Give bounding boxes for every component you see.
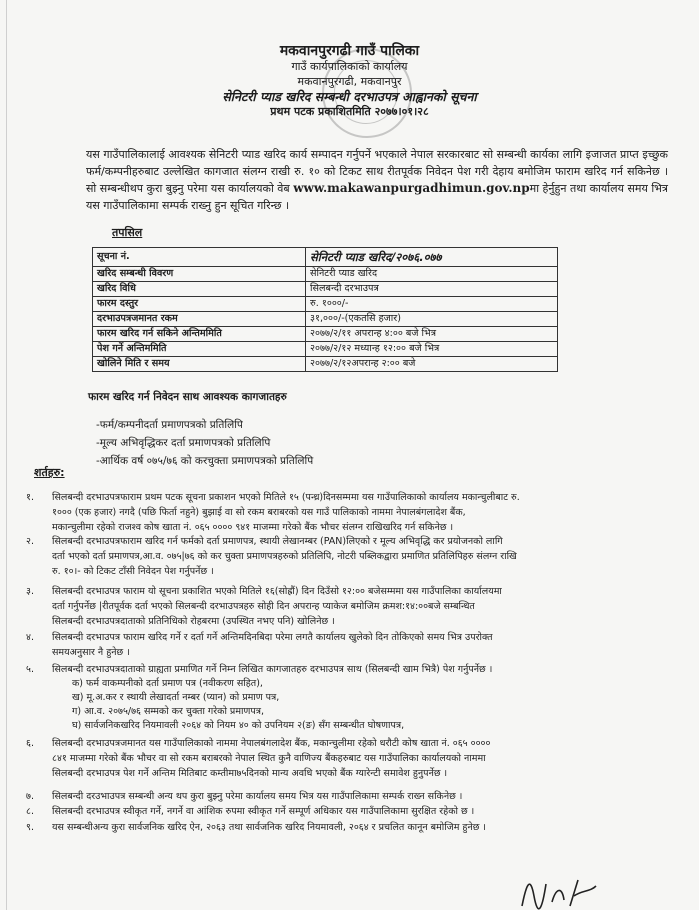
term-line: सिलबन्दी दरभाउपत्र पेश गर्ने अन्तिम मितिबाट कम्तीमा७५दिनको मान्य अवधि भएको बैंक ग्यारेन्टी समावेश हुनुपर्नेछ । [52,768,448,779]
term-number: ३. [26,586,34,597]
term-sub-item: ख) मू.अ.कर र स्थायी लेखादर्ता नम्बर (प्यान) को प्रमाण पत्र, [72,692,280,703]
term-line: सिलबन्दी दरभाउपत्रदाताको प्रतिनिधिको रोहबरमा (उपस्थित नभए पनि) खोलिनेछ । [52,616,335,627]
term-sub-list [26,677,670,733]
scan-edge-line [6,0,7,910]
term-text [52,820,670,835]
intro-paragraph [86,146,668,214]
required-doc-item: -आर्थिक वर्ष ०७५/७६ को करचुक्ता प्रमाणपत्रको प्रतिलिपि [96,455,314,467]
intro-text-after: मा हेर्नुहुन तथा कार्यालय समय भित्र यस गाउँपालिकामा सम्पर्क राख्नु हुन सूचित गरिन्छ । [86,182,668,212]
details-key: फारम दस्तुर [93,297,306,312]
notice-title: सेनिटरी प्याड खरिद सम्बन्धी दरभाउपत्र आह्वानको सूचना [222,89,477,104]
details-row [93,327,558,342]
term-line: रु. १०।- को टिकट टाँसी निवेदन पेश गर्नुपर्नेछ । [52,566,214,577]
details-row [93,248,558,267]
details-value: २०७७/२/१२अपरान्ह २:०० बजे [306,357,558,372]
term-item [26,584,670,629]
term-line: दर्ता भएको दर्ता प्रमाणपत्र,आ.व. ०७५|७६ को कर चुक्ता प्रमाणपत्रहरुको प्रतिलिपि, नोटरी पब्लिकद्वारा प्रमाणित प्रतिलिपिहरु संलग्न राखि [52,551,517,562]
notice-header [0,44,699,119]
term-line: सिलबन्दी दरभाउपत्रफाराम प्रथम पटक सूचना प्रकाशन भएको मितिले १५ (पन्ध्र)दिनसम्ममा यस गाउँपालिकाको कार्यालय मकान्चुलीबाट रु. [52,492,520,503]
details-value: ३१,०००/-(एकतसि हजार) [306,312,558,327]
details-row [93,267,558,282]
term-number: ४. [26,632,34,643]
term-sub-item: ग) आ.व. २०७५/७६ सम्मको कर चुक्ता गरेको प्रमाणपत्र, [72,706,265,717]
municipality-name: मकवानपुरगढी गाउँ पालिका [279,43,420,59]
details-value: २०७७/२/१२ मध्यान्ह १२:०० बजे भित्र [306,342,558,357]
required-docs-heading: फारम खरिद गर्न निवेदन साथ आवश्यक कागजातहरु [88,391,287,403]
term-text [52,534,670,579]
term-sub-item: क) फर्म वाकम्पनीको दर्ता प्रमाण पत्र (नवीकरण सहित), [72,678,263,689]
details-value: सेनिटरी प्याड खरिद/२०७६.०७७ [306,248,558,267]
term-sub-item: घ) सार्वजनिकखरिद नियमावली २०६४ को नियम ४० को उपनियम २(ङ) सँग सम्बन्धीत घोषणापत्र, [72,720,405,731]
term-number: ६. [26,738,34,749]
term-text [52,630,670,660]
details-row [93,312,558,327]
term-line: सिलबन्दी दरभाउपत्र फाराम यो सूचना प्रकाशित भएको मितिले १६(सोह्रौं) दिन दिउँसो १२:०० बजेसम्ममा यस गाउँपालिका कार्यालयमा [52,586,502,597]
schedule-label: तपसिल [112,226,143,239]
term-number: ५. [26,664,34,675]
term-text [52,804,670,819]
term-line: ८४१ माजम्मा गरेको बैंक भौचर वा सो रकम बराबरको नेपाल स्थित कुनै वाणिज्य बैंकहरुबाट यस गाउँपालिका कार्यालयको नाममा [52,753,486,764]
details-value: सिलबन्दी दरभाउपत्र [306,282,558,297]
term-text [52,789,670,804]
term-number: ७. [26,791,34,802]
details-value: सेनिटरी प्याड खरिद [306,267,558,282]
details-row [93,357,558,372]
details-value: रु. १०००/- [306,297,558,312]
term-text [52,490,670,535]
term-number: ८. [26,806,34,817]
office-address: मकवानपुरगढी, मकवानपुर [297,75,402,88]
term-line: सिलबन्दी दरभाउपत्रजमानत यस गाउँपालिकाको नाममा नेपालबंगलादेश बैंक, मकान्चुलीमा रहेको धरौटी कोष खाता नं. ०६५ ०००० [52,738,491,749]
term-line: सिलबन्दी दरभाउपत्र फाराम खरिद गर्ने र दर्ता गर्ने अन्तिमदिनबिदा परेमा लगतै कार्यालय खुलेको दिन तोकिएको समय भित्र उपरोक्त [52,632,493,643]
term-line: सिलबन्दी दरभाउपत्र स्वीकृत गर्ने, नगर्ने वा आंशिक रुपमा स्वीकृत गर्ने सम्पूर्ण अधिकार यस गाउँपालिकामा सुरक्षित रहेको छ । [52,806,475,817]
published-date: प्रथम पटक प्रकाशितमिति २०७७।०१।२८ [270,105,429,118]
details-key: खोलिने मिति र समय [93,357,306,372]
term-item [26,736,670,781]
term-item [26,662,670,733]
office-name: गाउँ कार्यपालिकाको कार्यालय [291,60,408,73]
term-line: यस सम्बन्धीअन्य कुरा सार्वजनिक खरिद ऐन, २०६३ तथा सार्वजनिक खरिद नियमावली, २०६४ र प्रचलित कानून बमोजिम हुनेछ । [52,822,487,833]
term-text [52,584,670,629]
details-row [93,342,558,357]
term-number: ९. [26,822,34,833]
details-key: खरिद सम्बन्धी विवरण [93,267,306,282]
intro-text: यस गाउँपालिकालाई आवश्यक सेनिटरी प्याड खरिद कार्य सम्पादन गर्नुपर्ने भएकाले नेपाल सरकारबाट सो सम्बन्धी कार्यका लागि इजाजत प्राप्त इच्छुक फर्म/कम्पनीहरुबाट उल्लेखित कागजात संलग्न राखी रु. १० को टिकट साथ रीतपूर्वक निवेदन पेश गरी देहाय बमोजिम फाराम खरिद गर्न सकिनेछ । सो सम्बन्धीथप कुरा बुझ्नु परेमा यस कार्यालयको वेब [86,148,668,195]
term-text [52,736,670,781]
details-key: पेश गर्ने अन्तिममिति [93,342,306,357]
website-link[interactable]: www.makawanpurgadhimun.gov.np [293,181,530,195]
term-item [26,630,670,660]
terms-heading: शर्तहरु: [34,466,65,479]
term-line: १००० (एक हजार) नगदै (पछि फिर्ता नहुने) बुझाई वा सो रकम बराबरको यस गाउँ पालिकाको नाममा नेपालबंगलादेश बैंक, [52,507,466,518]
term-number: २. [26,536,34,547]
term-number: १. [26,492,34,503]
term-line: सिलबन्दी दरभाउपत्रफाराम खरिद गर्न फर्मको दर्ता प्रमाणपत्र, स्थायी लेखानम्बर (PAN)लिएको र मूल्य अभिवृद्धि कर प्रयोजनको लागि [52,536,503,547]
details-key: खरिद विधि [93,282,306,297]
term-line: समयअनुसार नै हुनेछ । [52,647,130,658]
details-table [92,247,558,372]
details-key: सूचना नं. [93,248,306,267]
term-line: मकान्चुलीमा रहेको राजश्व कोष खाता नं. ०६५ ०००० ९४१ माजम्मा गरेको बैंक भौचर संलग्न राखिखरिद गर्न सकिनेछ । [52,522,454,533]
term-line: दर्ता गर्नुपर्नेछ |रीतपूर्वक दर्ता भएको सिलबन्दी दरभाउपत्रहरु सोही दिन अपरान्ह प्याकेज बमोजिम क्रमश:१४:००बजे सम्बन्धित [52,601,475,612]
term-item [26,789,670,804]
term-line: सिलबन्दी दरभाउपत्रदाताको ग्राह्यता प्रमाणित गर्ने निम्न लिखित कागजातहरु दरभाउपत्र साथ (सिलबन्दी खाम भित्रै) पेश गर्नुपर्नेछ । [52,664,493,675]
details-key: दरभाउपत्रजमानत रकम [93,312,306,327]
details-row [93,282,558,297]
required-doc-item: -फर्म/कम्पनीदर्ता प्रमाणपत्रको प्रतिलिपि [96,419,243,431]
term-text [52,662,670,677]
details-row [93,297,558,312]
details-key: फारम खरिद गर्न सकिने अन्तिममिति [93,327,306,342]
required-docs-list [96,416,313,470]
term-item [26,534,670,579]
signature-mark [512,866,602,910]
term-item [26,820,670,835]
details-value: २०७७/२/११ अपरान्ह ४:०० बजे भित्र [306,327,558,342]
term-item [26,490,670,535]
term-line: सिलबन्दी दरउभाउपत्र सम्बन्धी अन्य थप कुरा बुझ्नु परेमा कार्यालय समय भित्र यस गाउँपालिकामा सम्पर्क राख्न सकिनेछ । [52,791,463,802]
term-item [26,804,670,819]
required-doc-item: -मूल्य अभिवृद्धिकर दर्ता प्रमाणपत्रको प्रतिलिपि [96,437,271,449]
